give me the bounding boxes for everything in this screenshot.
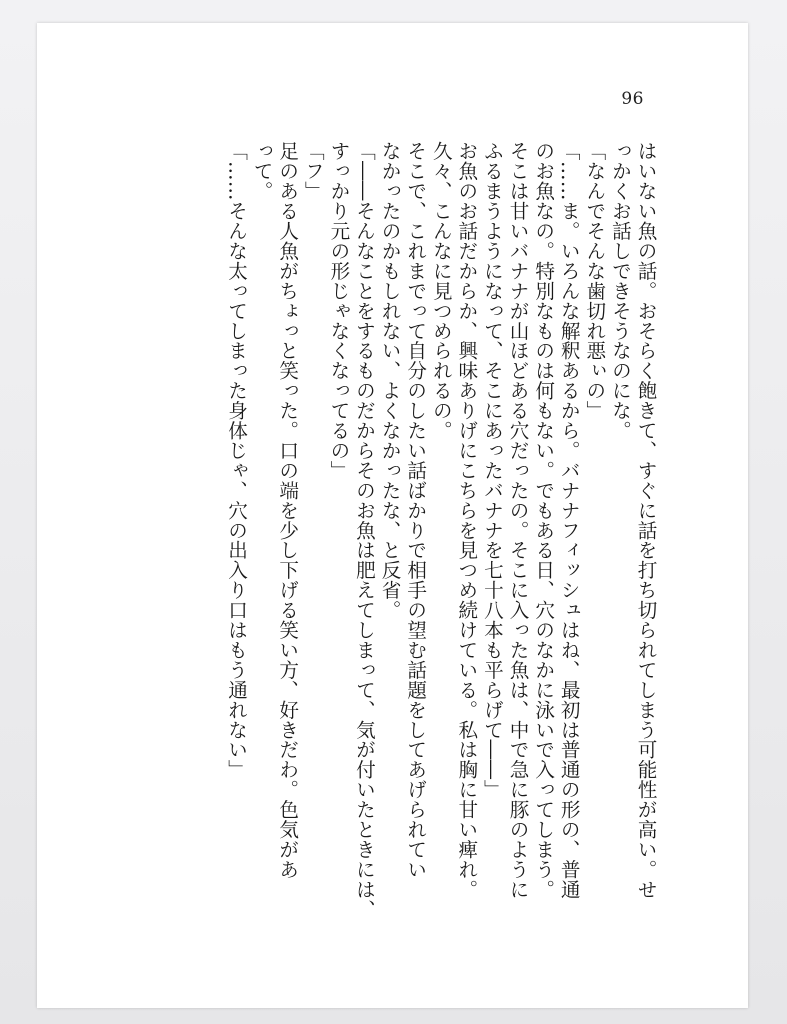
text-line: なかったのかもしれない、よくなかったな、と反省。 (378, 141, 402, 620)
text-line: 足のある人魚がちょっと笑った。口の端を少し下げる笑い方、好きだわ。色気があ (275, 141, 299, 880)
text-line: のお魚なの。特別なものは何もない。でもある日、穴のなかに泳いで入ってしまう。 (531, 141, 555, 900)
text-line: 「……そんな太ってしまった身体じゃ、穴の出入り口はもう通れない」 (224, 141, 248, 780)
text-line: 「――そんなことをするものだからそのお魚は肥えてしまって、気が付いたときには、 (352, 141, 376, 920)
text-line: そこで、これまでって自分のしたい話ばかりで相手の望む話題をしてあげられてい (403, 141, 427, 880)
page-body-text (224, 141, 658, 920)
page-number: 96 (621, 89, 644, 109)
text-line: 「……ま。いろんな解釈あるから。バナナフィッシュはね、最初は普通の形の、普通 (557, 141, 581, 900)
text-line: 「フ」 (301, 141, 325, 201)
text-line: 久々、こんなに見つめられるの。 (429, 141, 453, 441)
text-line: って。 (250, 141, 274, 201)
text-line: すっかり元の形じゃなくなってるの」 (326, 141, 350, 481)
text-line: ふるまうようになって、そこにあったバナナを七十八本も平らげて――」 (480, 141, 504, 800)
book-page (37, 23, 748, 1008)
text-line: そこは甘いバナナが山ほどある穴だったの。そこに入った魚は、中で急に豚のように (506, 141, 530, 900)
text-line: っかくお話しできそうなのにな。 (608, 141, 632, 441)
text-line: 「なんでそんな歯切れ悪ぃの」 (582, 141, 606, 421)
text-line: お魚のお話だからか、興味ありげにこちらを見つめ続けている。私は胸に甘い痺れ。 (454, 141, 478, 900)
text-line: はいない魚の話。おそらく飽きて、すぐに話を打ち切られてしまう可能性が高い。せ (634, 141, 657, 900)
